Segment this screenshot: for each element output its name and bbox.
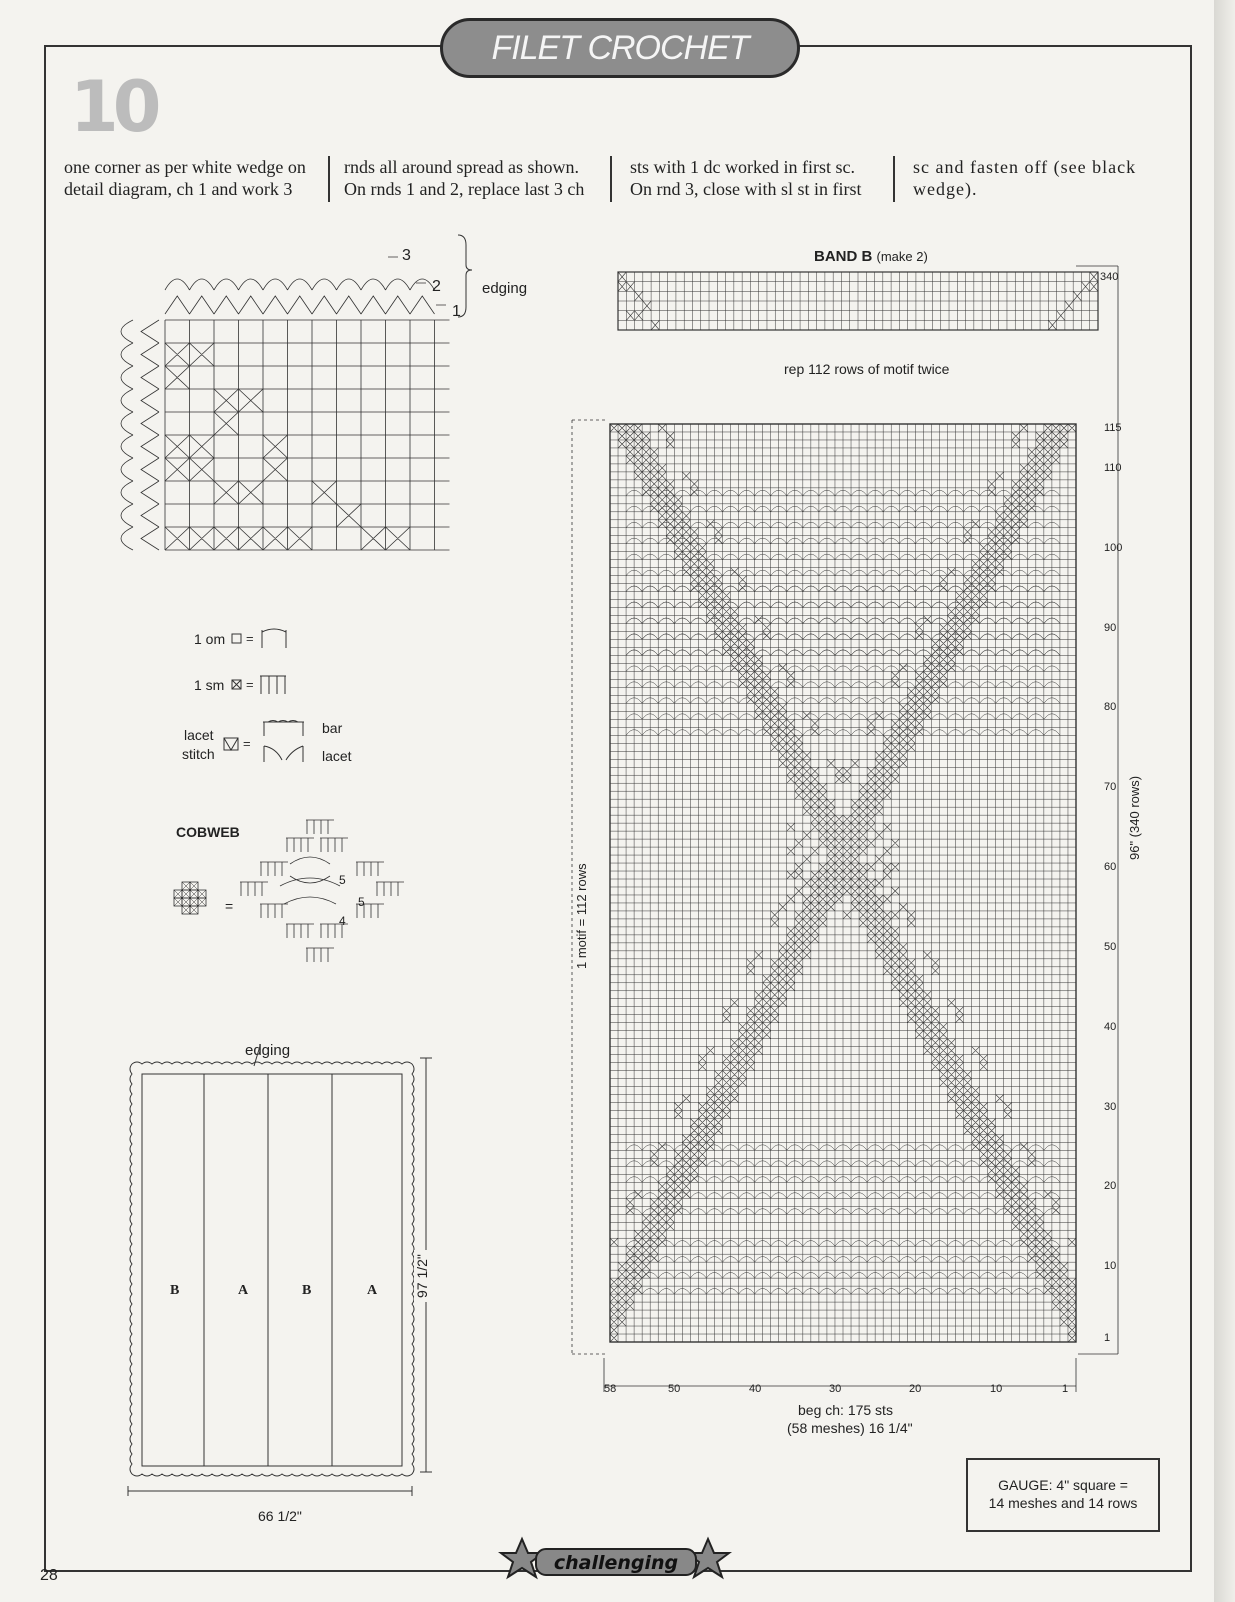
layout-height-label: 97 1/2"	[414, 1250, 430, 1302]
text-line: sc and fasten off (see black	[913, 157, 1137, 177]
band-b-chart	[618, 272, 1108, 334]
gauge-line: 14 meshes and 14 rows	[988, 1495, 1138, 1511]
cobweb-num: 5	[339, 873, 346, 887]
panel-label: A	[238, 1283, 249, 1298]
text-column-2	[344, 156, 596, 200]
legend-om-label: 1 om	[194, 631, 226, 647]
panel-label: B	[170, 1283, 180, 1298]
row-tick: 70	[1104, 781, 1117, 793]
row-tick: 20	[1104, 1180, 1117, 1192]
row-tick: 110	[1104, 462, 1122, 474]
band-b-row-label: 340	[1100, 271, 1119, 283]
row-tick: 30	[1104, 1101, 1117, 1113]
row-tick: 1	[1104, 1332, 1111, 1344]
row-tick: 115	[1104, 422, 1122, 434]
band-b-title-row	[814, 248, 928, 265]
layout-edging-label: edging	[245, 1042, 291, 1059]
column-tick: 1	[1062, 1383, 1069, 1395]
row-tick: 60	[1104, 861, 1117, 873]
text-line: rnds all around spread as shown.	[344, 157, 579, 177]
section-header	[440, 18, 800, 78]
total-rows-label: 96" (340 rows)	[1127, 770, 1142, 866]
difficulty-badge	[500, 1535, 730, 1587]
legend-stitch-label: stitch	[182, 746, 215, 762]
text-line: On rnds 1 and 2, replace last 3 ch	[344, 179, 585, 199]
cobweb-title: COBWEB	[176, 824, 240, 840]
band-b-note: rep 112 rows of motif twice	[784, 361, 950, 377]
page-edge	[1214, 0, 1235, 1602]
text-column-4	[913, 156, 1175, 200]
beg-ch-label: beg ch: 175 sts	[798, 1402, 893, 1418]
cobweb-num: 4	[339, 914, 346, 928]
row-tick: 50	[1104, 941, 1117, 953]
cobweb-equals: =	[225, 898, 234, 914]
band-b-subtitle: (make 2)	[876, 249, 928, 264]
cobweb-num: 5	[358, 895, 365, 909]
legend-lacet-part-label: lacet	[322, 748, 352, 764]
page-number: 28	[40, 1567, 58, 1584]
column-tick: 20	[909, 1383, 922, 1395]
round-label-1: 1	[452, 303, 461, 320]
band-b-title: BAND B	[814, 248, 873, 265]
round-label-3: 3	[402, 247, 411, 264]
legend-lacet-label: lacet	[184, 727, 214, 743]
panel-label: B	[302, 1283, 312, 1298]
meshes-label: (58 meshes) 16 1/4"	[784, 1420, 916, 1436]
legend-bar-label: bar	[322, 720, 343, 736]
pattern-number: 10	[70, 66, 156, 148]
round-label-2: 2	[432, 278, 441, 295]
column-tick: 58	[604, 1383, 617, 1395]
badge-text: challenging	[553, 1552, 679, 1574]
column-divider	[328, 156, 330, 202]
section-title: FILET CROCHET	[491, 28, 749, 67]
column-tick: 30	[829, 1383, 842, 1395]
text-line: one corner as per white wedge on	[64, 157, 306, 177]
motif-chart	[578, 420, 1178, 1430]
column-divider	[893, 156, 895, 202]
open-mesh-symbol	[232, 628, 302, 650]
solid-mesh-symbol	[232, 674, 302, 696]
motif-rows-label: 1 motif = 112 rows	[574, 857, 589, 975]
layout-width-label: 66 1/2"	[252, 1508, 308, 1524]
row-tick: 100	[1104, 542, 1123, 554]
text-line: wedge).	[913, 179, 978, 199]
text-line: On rnd 3, close with sl st in first	[630, 179, 862, 199]
edging-label: edging	[482, 280, 528, 297]
row-tick: 40	[1104, 1021, 1117, 1033]
lacet-symbol	[224, 718, 324, 764]
gauge-box	[966, 1458, 1160, 1532]
column-divider	[610, 156, 612, 202]
column-tick: 40	[749, 1383, 762, 1395]
panel-label: A	[367, 1283, 378, 1298]
text-line: sts with 1 dc worked in first sc.	[630, 157, 855, 177]
edging-detail-diagram	[80, 235, 540, 565]
cobweb-diagram	[160, 820, 420, 990]
svg-text:=: =	[243, 736, 251, 751]
row-tick: 80	[1104, 701, 1117, 713]
text-line: detail diagram, ch 1 and work 3	[64, 179, 293, 199]
text-column-3	[630, 156, 882, 200]
svg-text:=: =	[246, 631, 254, 646]
row-tick: 10	[1104, 1260, 1117, 1272]
column-tick: 10	[990, 1383, 1003, 1395]
gauge-line: GAUGE: 4" square =	[998, 1477, 1128, 1493]
row-tick: 90	[1104, 622, 1117, 634]
column-tick: 50	[668, 1383, 681, 1395]
legend-sm-label: 1 sm	[194, 677, 225, 693]
text-column-1	[64, 156, 316, 200]
svg-text:=: =	[246, 677, 254, 692]
